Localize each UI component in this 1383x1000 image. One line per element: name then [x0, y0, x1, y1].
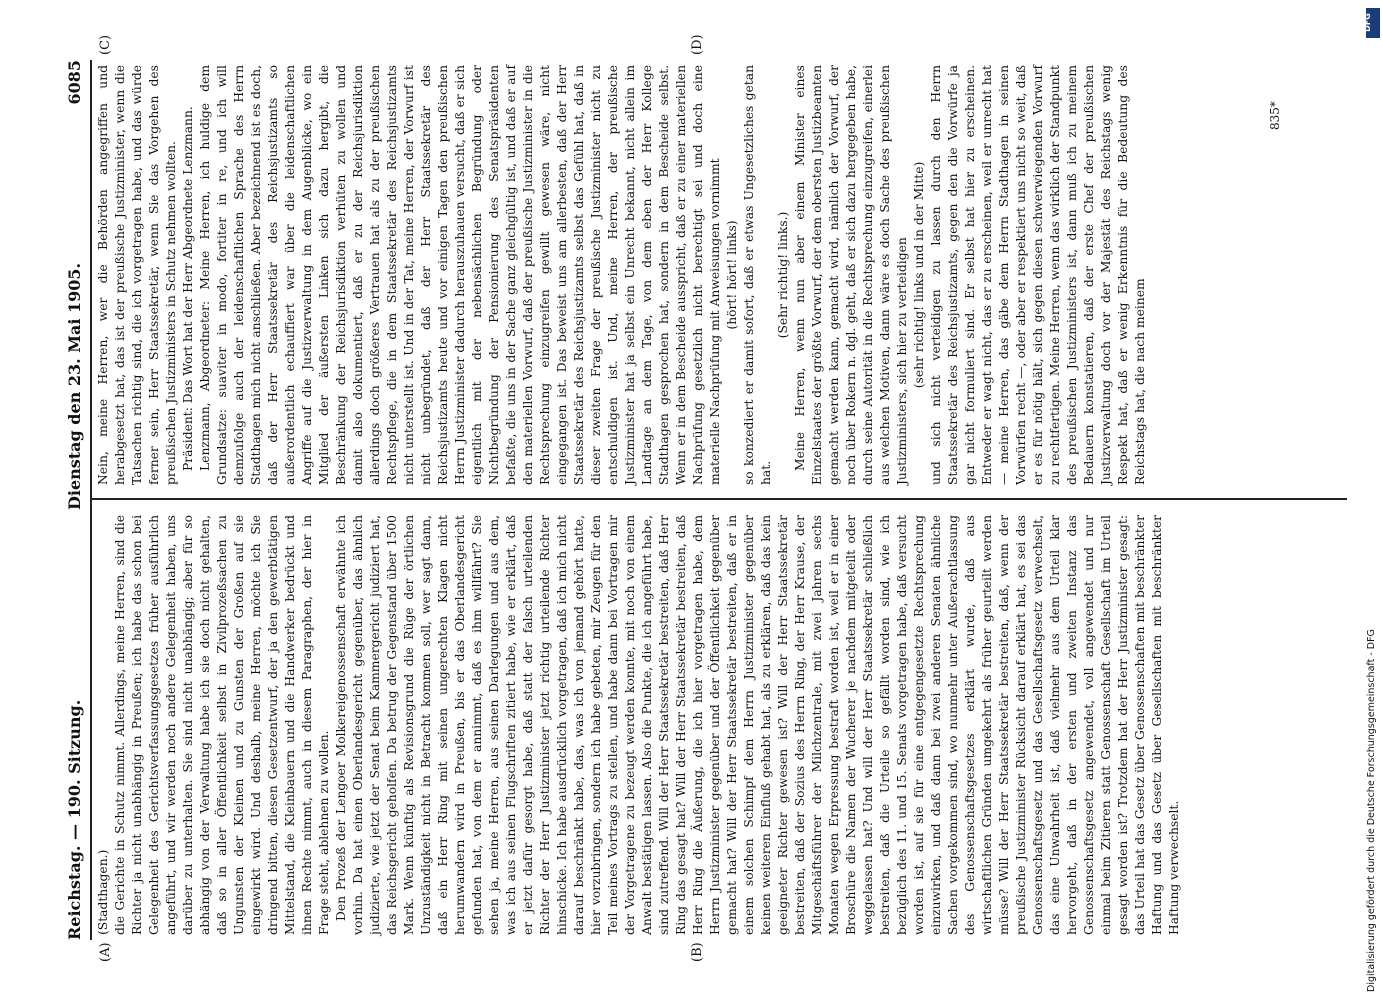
header-left: Reichstag. — 190. Sitzung.: [65, 699, 84, 940]
page-header: [55, 60, 95, 940]
digitization-credit: [1362, 8, 1380, 992]
paragraph: Lenzmann, Abgeordneter: Meine Herren, ich huldige dem Grundsatze: suaviter in modo, fortiter in re, und ich will demzufolge auch der leidenschaftlichen Sprache des Herrn Stadthagen mich nicht anschließen. Aber bezeichnend ist es doch, daß der Herr Staatssekretär des Reichsjustizamts so außerordentlich echauffiert war über die leidenschaftlichen Angriffe auf die Justizverwaltung in dem Augenblicke, wo ein Mitglied der äußersten Linken sich dazu hergibt, die Beschränkung der Reichsjurisdiktion verhüten zu wollen und damit also dokumentiert, daß er zu der Reichsjurisdiktion allerdings doch größeres Vertrauen hat als zu der preußischen Rechtspflege, die in dem Staatssekretär des Reichsjustizamts nicht unterstellt ist. Und in der Tat, meine Herren, der Vorwurf ist nicht unbegründet, daß der Herr Staatssekretär des Reichsjustizamts heute und vor einigen Tagen den preußischen Herrn Justizminister dadurch herauszuhauen versucht, daß er sich eigentlich mit der nebensächlichen Begründung oder Nichtbegründung der Pensionierung des Senatspräsidenten befaßte, die uns in der Sache ganz gleichgültig ist, und daß er auf den materiellen Vorwurf, daß der preußische Justizminister in die Rechtsprechung einzugreifen gewillt gewesen wäre, nicht eingegangen ist. Das beweist uns am allerbesten, daß der Herr Staatssekretär des Reichsjustizamts selbst das Gefühl hat, daß in dieser zweiten Frage der preußische Justizminister nicht zu entschuldigen ist. Und, meine Herren, der preußische Justizminister hat ja selbst ein Unrecht bekannt, nicht allein im Landtage an dem Tage, von dem eben der Herr Kollege Stadthagen gesprochen hat, sondern in dem Bescheide selbst. Wenn er in dem Bescheide ausspricht, daß er zu einer materiellen Nachprüfung gesetzlich nicht berechtigt sei und doch eine materielle Nachprüfung mit Anweisungen vornimmt: [198, 65, 722, 485]
paragraph: und sich nicht verteidigen zu lassen durch den Herrn Staatssekretär des Reichsjustizamts, gegen den die Vorwürfe ja gar nicht formuliert sind. Er selbst hat hier zu erscheinen. Entweder er wagt nicht, das er zu erscheinen, weil er unrecht hat — meine Herren, das gäbe dem Herrn Stadthagen in seinen Vorwürfen recht —, oder aber er respektiert uns nicht so weit, daß er es für nötig hält, sich gegen diesen schwerwiegenden Vorwurf zu rechtfertigen. Meine Herren, wenn das wirklich der Standpunkt des preußischen Justizministers ist, dann muß ich zu meinem Bedauern konstatieren, daß der erste Chef der preußischen Justizverwaltung doch vor der Majestät des Reichstags wenig Respekt hat, daß er wenig Erkenntnis für die Bedeutung des Reichstags hat, die nach meinem: [929, 65, 1147, 485]
column-divider: [92, 499, 1347, 501]
paragraph: die Gerichte in Schutz nimmt. Allerdings, meine Herren, sind die Richter ja nicht unabhängig in Preußen; ich habe das schon bei Gelegenheit des Gerichtsverfassungsgesetzes früher ausführlich angeführt, und wir werden noch andere Gelegenheit haben, uns darüber zu unterhalten. Sie sind nicht unabhängig; aber für so abhängig von der Verwaltung habe ich sie doch nicht gehalten, daß so in aller Öffentlichkeit selbst in Zivilprozeßsachen zu Ungunsten der Kleinen und zu Gunsten der Großen auf sie eingewirkt wird. Und deshalb, meine Herren, möchte ich Sie dringend bitten, diesen Gesetzentwurf, der ja den gewerbtätigen Mittelstand, die Kleinbauern und die Handwerker bedrückt und ihnen Rechte nimmt, auch in diesem Paragraphen, der hier in Frage steht, ablehnen zu wollen.: [113, 515, 331, 935]
margin-marker-d: (D): [690, 34, 705, 55]
header-rule: [90, 60, 92, 940]
paragraph: (Stadthagen.): [96, 849, 110, 935]
margin-marker-a: (A): [98, 942, 113, 962]
paragraph: Präsident: Das Wort hat der Herr Abgeordnete Lenzmann.: [181, 106, 195, 471]
paragraph: (sehr richtig! links und in der Mitte): [912, 161, 926, 389]
page-number: 6085: [65, 60, 84, 105]
header-date: Dienstag den 23. Mai 1905.: [65, 262, 84, 510]
margin-marker-c: (C): [98, 34, 113, 55]
paragraph: (hört! hört! links): [725, 220, 739, 330]
text-column-right: [95, 65, 1345, 485]
margin-marker-b: (B): [690, 942, 705, 962]
paragraph: (Sehr richtig! links.): [776, 211, 790, 339]
signature-number: 835*: [1268, 101, 1282, 130]
paragraph: Meine Herren, wenn nun aber einem Minister eines Einzelstaates der größte Vorwurf, der dem obersten Justizbeamten gemacht werden kann, gemacht wird, nämlich der Vorwurf, der noch über Rokern n. dgl. geht, daß er sich dazu hergegeben habe, durch seine Autorität in die Rechtsprechung einzugreifen, einerlei aus welchen Motiven, dann wäre es doch Sache des preußischen Justizministers, sich hier zu verteidigen: [793, 65, 909, 485]
paragraph: Den Prozeß der Lengoer Molkereigenossenschaft erwähnte ich vorhin. Da hat einen Oberlandesgericht gegenüber, das ähnlich judizierte, wie jetzt der Senat beim Kammergericht judiziert hat, das Reichsgericht geholfen. Da betrug der Gegenstand über 1500 Mark. Wenn künftig als Revisionsgrund die Rüge der örtlichen Unzuständigkeit nicht in Betracht kommen soll, wer sagt dann, daß ein Herr Ring mit seinen ungerechten Klagen nicht herumwandern wird in Preußen, bis er das Oberlandesgericht gefunden hat, von dem er annimmt, daß es ihm willfährt? Sie sehen ja, meine Herren, aus seinen Darlegungen und aus dem, was ich aus seinen Flugschriften zitiert habe, wie er erklärt, daß er jetzt dafür gesorgt habe, daß statt der falsch urteilenden Richter der Herr Justizminister jetzt richtig urteilende Richter hinschicke. Ich habe ausdrücklich vorgetragen, daß ich mich nicht darauf beschränkt habe, das, was ich von jemand gehört hatte, hier vorzubringen, sondern ich habe gebeten, mir Zeugen für den Teil meines Vortrags zu stellen, und habe dann bei Vortragen mir der Vorgetragene zu bezeugt werden konnte, mit noch von einem Anwalt bestätigen lassen. Also die Punkte, die ich angeführt habe, sind zutreffend. Will der Herr Staatssekretär bestreiten, daß Herr Ring das gesagt hat? Will der Herr Staatssekretär bestreiten, daß Herr Ring die Äußerung, die ich hier vorgetragen habe, dem Herrn Justizminister gegenüber und der Öffentlichkeit gegenüber gemacht hat? Will der Herr Staatssekretär bestreiten, daß er in einem solchen Schimpf dem Herrn Justizminister gegenüber keinen weiteren Einfluß gehabt hat, als zu erklären, daß das kein geeigneter Richter gewesen ist? Will der Herr Staatssekretär bestreiten, daß der Sozius des Herrn Ring, der Herr Krause, der Mitgeschäftsführer der Milchzentrale, mit zwei Jahren sechs Monaten wegen Erpressung bestraft worden ist, weil er in einer Broschüre die Namen der Wucherer je nachdem mitgeteilt oder weggelassen hat? Und will der Herr Staatssekretär schließlich bestreiten, daß die Urteile so gefällt worden sind, wie ich bezüglich des 11. und 15. Senats vorgetragen habe, daß versucht worden ist, auf sie für eine entgegengesetzte Rechtsprechung einzuwirken, und daß dann bei zwei anderen Senaten ähnliche Sachen vorgekommen sind, wo nunmehr unter Außerachtlassung des Genossenschaftsgesetzes erklärt wurde, daß aus wirtschaftlichen Gründen umgekehrt als früher geurteilt werden müsse? Will der Herr Staatssekretär bestreiten, daß, wenn der preußische Justizminister Rücksicht darauf erklärt hat, es sei das Genossenschaftsgesetz und das Gesellschaftsgesetz verwechselt, das eine Unwahrheit ist, daß vielmehr aus dem Urteil klar hervorgeht, daß in der ersten und zweiten Instanz das Genossenschaftsgesetz angewendet, voll angewendet und nur einmal beim Zitieren statt Genossenschaft Gesellschaft im Urteil gesagt worden ist? Trotzdem hat der Herr Justizminister gesagt: das Urteil hat das Gesetz über Genossenschaften mit beschränkter Haftung und das Gesetz über Gesellschaften mit beschränkter Haftung verwechselt.: [334, 515, 1181, 935]
paragraph: Nein, meine Herren, wer die Behörden angegriffen und herabgesetzt hat, das ist der preußische Justizminister, wenn die Tatsachen richtig sind, die ich vorgetragen habe, und das würde ferner sein, Herr Staatssekretär, wenn Sie das Vorgehen des preußischen Justizministers in Schutz nehmen wollten.: [96, 65, 178, 485]
text-column-left: [95, 515, 1345, 935]
credit-text: Digitalisierung gefördert durch die Deutsche Forschungsgemeinschaft - DFG: [1366, 629, 1377, 992]
paragraph: so konzediert er damit sofort, daß er etwas Ungesetzliches getan hat.: [742, 65, 773, 485]
dfg-logo: [1362, 8, 1380, 38]
dfg-logo-text: DFG: [1362, 13, 1372, 32]
